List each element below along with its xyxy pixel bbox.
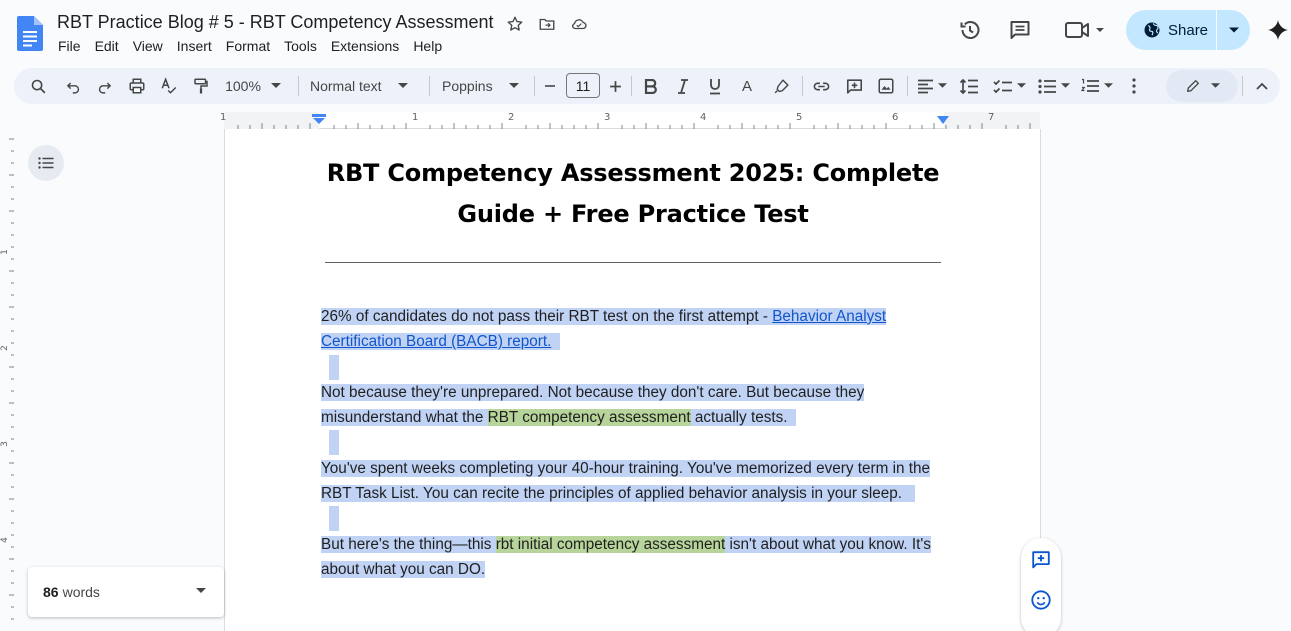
paragraph-text: But here's the thing—this bbox=[321, 535, 496, 553]
outline-list-icon bbox=[38, 157, 54, 169]
editing-mode-select[interactable] bbox=[1166, 70, 1238, 102]
redo-icon[interactable] bbox=[92, 68, 116, 104]
move-folder-icon[interactable] bbox=[537, 14, 557, 34]
right-indent-marker-icon[interactable] bbox=[936, 116, 950, 124]
paragraph-style-select[interactable] bbox=[310, 68, 416, 104]
pencil-icon bbox=[1185, 78, 1201, 94]
menu-extensions[interactable]: Extensions bbox=[330, 38, 400, 54]
paragraph-text: You've spent weeks completing your 40-hour training. You've memorized every term in the RBT Task List. You can recite the principles of applied behavior analysis in your sleep. bbox=[321, 459, 930, 503]
numbered-list-icon bbox=[1081, 78, 1099, 94]
underline-icon[interactable] bbox=[704, 68, 726, 104]
document-page[interactable] bbox=[224, 129, 1041, 631]
paragraph-text: Not because they're unprepared. Not because they don't care. But because they misunderstand what the bbox=[321, 383, 865, 427]
increase-font-size-icon[interactable] bbox=[606, 68, 624, 104]
zoom-select[interactable] bbox=[222, 68, 284, 104]
selected-text bbox=[321, 384, 864, 426]
print-icon[interactable] bbox=[125, 68, 149, 104]
menu-insert[interactable]: Insert bbox=[176, 38, 212, 54]
selected-text bbox=[321, 308, 886, 350]
document-title[interactable]: RBT Practice Blog # 5 - RBT Competency Assessment bbox=[57, 12, 494, 32]
decrease-font-size-icon[interactable] bbox=[541, 68, 559, 104]
bulleted-list-select[interactable] bbox=[1035, 68, 1073, 104]
add-comment-icon[interactable] bbox=[843, 68, 865, 104]
highlighted-keyword: RBT competency assessment bbox=[487, 409, 691, 427]
toolbar-divider bbox=[631, 76, 632, 96]
horizontal-ruler[interactable] bbox=[0, 112, 1291, 129]
ruler-number: 1 bbox=[220, 112, 227, 123]
ruler-number: 5 bbox=[796, 112, 803, 123]
align-left-icon bbox=[917, 79, 934, 94]
hide-menus-chevron-up-icon[interactable] bbox=[1252, 68, 1272, 104]
ruler-number: 1 bbox=[0, 249, 10, 255]
share-dropdown-icon[interactable] bbox=[1217, 26, 1250, 34]
google-docs-logo-icon[interactable] bbox=[17, 16, 43, 51]
insert-image-icon[interactable] bbox=[875, 68, 897, 104]
menu-file[interactable]: File bbox=[58, 38, 81, 54]
toolbar-divider bbox=[534, 76, 535, 96]
bulleted-list-icon bbox=[1038, 79, 1056, 94]
checklist-select[interactable] bbox=[990, 68, 1028, 104]
toolbar-divider bbox=[298, 76, 299, 96]
title-bar bbox=[0, 0, 1291, 64]
document-outline-button[interactable] bbox=[28, 145, 64, 181]
paragraph-4[interactable] bbox=[321, 532, 945, 583]
cloud-saved-icon[interactable] bbox=[569, 14, 589, 34]
ruler-number: 6 bbox=[892, 112, 899, 123]
paint-format-icon[interactable] bbox=[189, 68, 213, 104]
ruler-number: 4 bbox=[700, 112, 707, 123]
empty-line bbox=[321, 506, 945, 531]
chevron-down-icon bbox=[1017, 83, 1026, 89]
text-color-icon[interactable] bbox=[736, 68, 758, 104]
empty-line bbox=[321, 430, 945, 455]
selected-text bbox=[321, 536, 931, 578]
search-menus-icon[interactable] bbox=[26, 68, 50, 104]
zoom-value: 100% bbox=[225, 78, 261, 94]
spellcheck-icon[interactable] bbox=[157, 68, 181, 104]
vertical-ruler-ticks bbox=[0, 129, 14, 631]
ruler-ticks bbox=[224, 112, 1040, 129]
toolbar-divider bbox=[429, 76, 430, 96]
vertical-ruler[interactable] bbox=[0, 129, 14, 631]
ruler-number: 3 bbox=[0, 441, 10, 447]
font-family-value: Poppins bbox=[442, 78, 493, 94]
ruler-number: 2 bbox=[508, 112, 515, 123]
bold-icon[interactable] bbox=[640, 68, 662, 104]
gemini-sparkle-icon[interactable] bbox=[1264, 16, 1291, 44]
add-comment-icon[interactable] bbox=[1029, 548, 1053, 572]
ruler-number: 1 bbox=[412, 112, 419, 123]
menu-edit[interactable]: Edit bbox=[94, 38, 119, 54]
highlight-color-icon[interactable] bbox=[770, 68, 792, 104]
share-main-button[interactable] bbox=[1126, 10, 1217, 50]
selected-text bbox=[321, 460, 930, 502]
numbered-list-select[interactable] bbox=[1078, 68, 1116, 104]
menu-format[interactable]: Format bbox=[225, 38, 271, 54]
italic-icon[interactable] bbox=[672, 68, 694, 104]
suggest-edits-icon[interactable] bbox=[1029, 626, 1053, 631]
chevron-down-icon[interactable] bbox=[196, 588, 206, 594]
toolbar-divider bbox=[802, 76, 803, 96]
paragraph-style-value: Normal text bbox=[310, 78, 382, 94]
toolbar-divider bbox=[1242, 76, 1243, 96]
highlighted-keyword: rbt initial competency assessment bbox=[495, 535, 726, 553]
paragraph-text: 26% of candidates do not pass their RBT test on the first attempt - bbox=[321, 308, 773, 325]
chevron-down-icon bbox=[509, 83, 519, 89]
word-count-number: 86 bbox=[43, 584, 59, 600]
chevron-down-icon bbox=[271, 83, 281, 89]
menu-view[interactable]: View bbox=[132, 38, 163, 54]
checklist-icon bbox=[993, 79, 1012, 94]
ruler-number: 7 bbox=[988, 112, 995, 123]
word-count-widget[interactable] bbox=[28, 567, 224, 617]
insert-link-icon[interactable] bbox=[810, 68, 832, 104]
share-label: Share bbox=[1168, 21, 1209, 39]
selected-empty-line bbox=[329, 430, 339, 455]
document-heading[interactable]: RBT Competency Assessment 2025: Complete Guide + Free Practice Test bbox=[326, 159, 940, 228]
menu-bar bbox=[51, 38, 449, 54]
toolbar-divider bbox=[907, 76, 908, 96]
align-select[interactable] bbox=[914, 68, 950, 104]
text-color-glyph: A bbox=[741, 77, 752, 95]
globe-icon bbox=[1143, 21, 1161, 39]
ruler-track bbox=[220, 112, 1040, 129]
chevron-down-icon bbox=[1211, 83, 1220, 89]
line-spacing-icon[interactable] bbox=[957, 68, 981, 104]
floating-actions bbox=[1021, 538, 1061, 631]
left-indent-marker-icon[interactable] bbox=[312, 114, 326, 124]
version-history-icon[interactable] bbox=[956, 16, 984, 44]
empty-line bbox=[321, 355, 945, 380]
ruler-number: 4 bbox=[0, 537, 10, 543]
paragraph-text: isn't about what you know. It's about what you can DO. bbox=[321, 535, 931, 578]
paragraph-2[interactable] bbox=[321, 380, 945, 431]
selected-empty-line bbox=[329, 355, 339, 380]
undo-icon[interactable] bbox=[61, 68, 85, 104]
meet-video-icon[interactable] bbox=[1062, 16, 1106, 44]
document-body[interactable] bbox=[321, 304, 945, 582]
star-icon[interactable] bbox=[505, 14, 525, 34]
paragraph-3[interactable] bbox=[321, 456, 945, 507]
chevron-down-icon bbox=[398, 83, 408, 89]
menu-tools[interactable]: Tools bbox=[284, 38, 317, 54]
horizontal-line bbox=[325, 262, 941, 263]
chevron-down-icon bbox=[938, 83, 947, 89]
menu-help[interactable]: Help bbox=[413, 38, 443, 54]
chevron-down-icon bbox=[1104, 83, 1113, 89]
ruler-number: 2 bbox=[0, 345, 10, 351]
chevron-down-icon bbox=[1061, 83, 1070, 89]
font-size-input[interactable]: 11 bbox=[566, 73, 600, 98]
paragraph-1[interactable] bbox=[321, 304, 945, 355]
word-count-label: words bbox=[62, 584, 100, 600]
font-family-select[interactable] bbox=[442, 68, 522, 104]
share-button[interactable] bbox=[1126, 10, 1250, 50]
ruler-number: 3 bbox=[604, 112, 611, 123]
selected-empty-line bbox=[329, 506, 339, 531]
bacb-report-link[interactable]: Behavior Analyst Certification Board (BACB) report. bbox=[321, 308, 887, 351]
emoji-reaction-icon[interactable] bbox=[1029, 588, 1053, 612]
formatting-toolbar bbox=[14, 68, 1280, 104]
more-options-icon[interactable] bbox=[1124, 68, 1144, 104]
paragraph-text: actually tests. bbox=[690, 409, 788, 427]
comments-icon[interactable] bbox=[1006, 16, 1034, 44]
